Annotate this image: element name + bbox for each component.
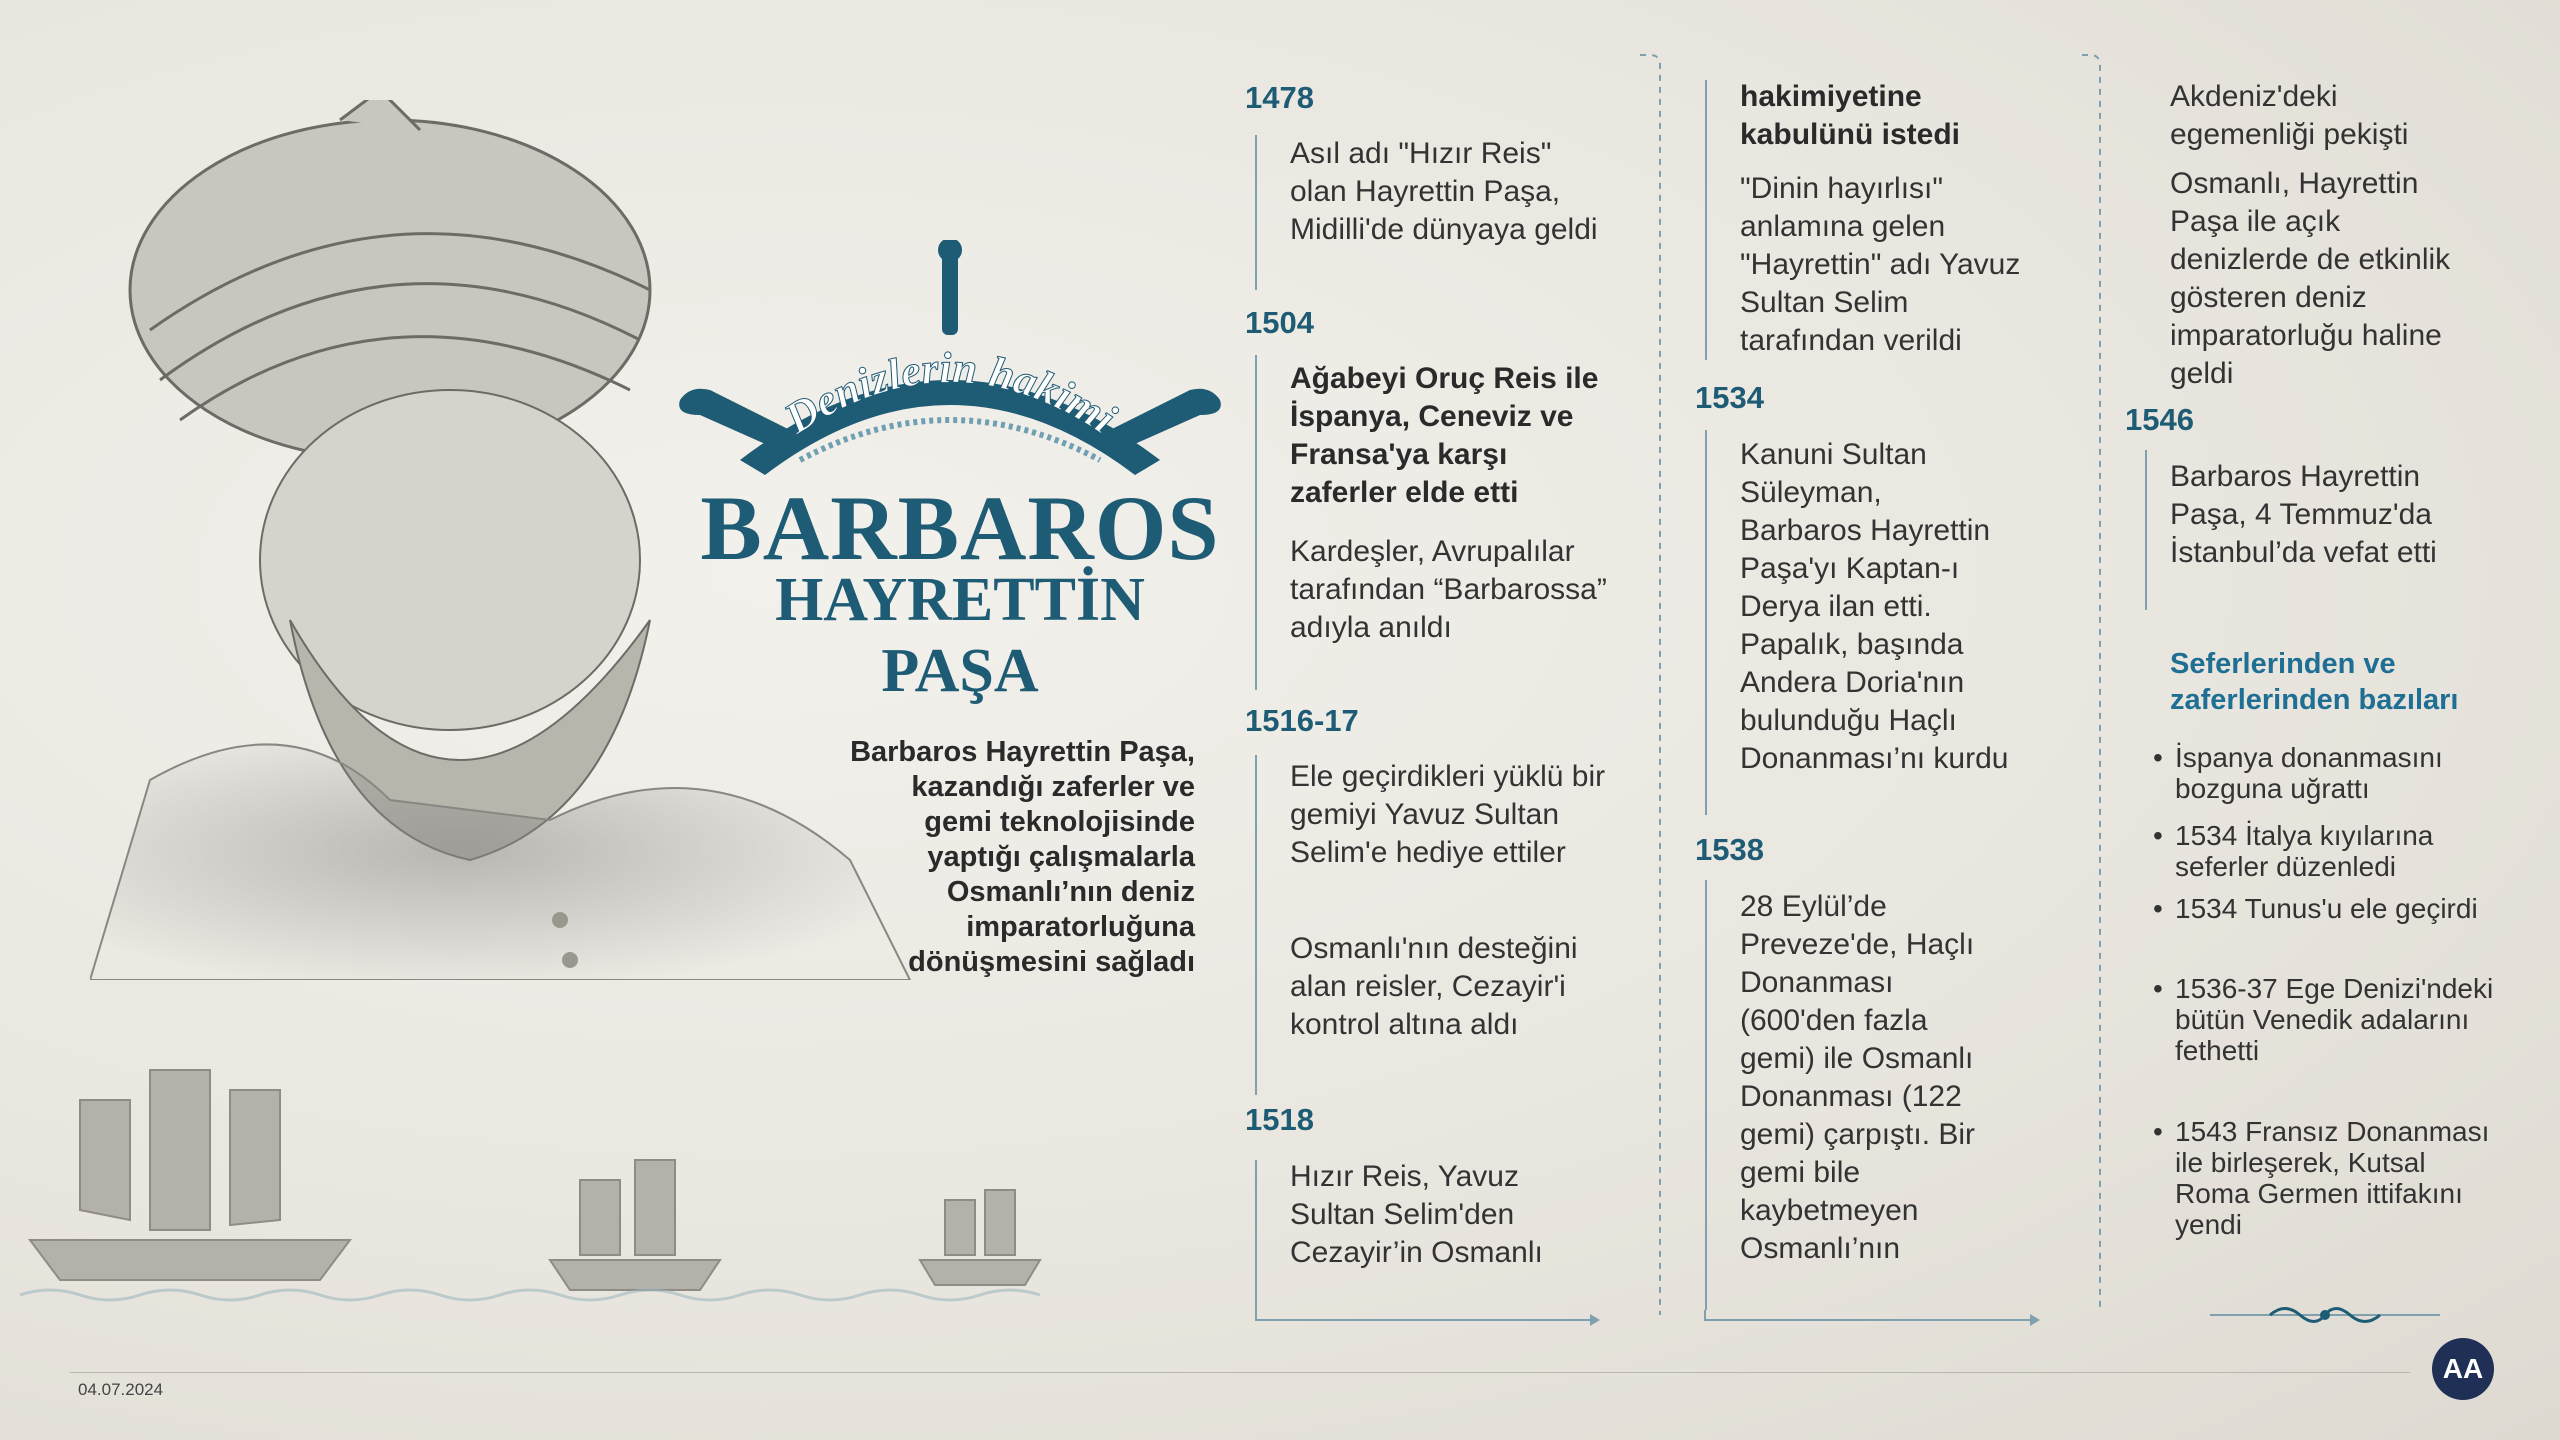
campaign-item: • 1536-37 Ege Denizi'ndeki bütün Venedik adalarını fethetti [2175, 973, 2495, 1066]
campaign-item: • 1534 Tunus'u ele geçirdi [2175, 893, 2495, 924]
entry-1518-b: hakimiyetine kabulünü istedi [1740, 80, 1961, 151]
entry-1504-b: Kardeşler, Avrupalılar tarafından “Barbarossa” adıyla anıldı [1290, 535, 1607, 644]
campaigns-heading: Seferlerinden ve zaferlerinden bazıları [2170, 648, 2459, 716]
year-1534: 1534 [1695, 380, 1764, 415]
entry-1518-c: "Dinin hayırlısı" anlamına gelen "Hayrettin" adı Yavuz Sultan Selim tarafından verildi [1740, 172, 2021, 357]
aa-logo-text: AA [2442, 1353, 2484, 1384]
entry-1538-a: 28 Eylül’de Preveze'de, Haçlı Donanması (600'den fazla gemi) ile Osmanlı Donanması (122 gemi) çarpıştı. Bir gemi bile kaybetmeyen Osmanlı’nın [1740, 890, 1976, 1265]
entry-1534: Kanuni Sultan Süleyman, Barbaros Hayrettin Paşa'yı Kaptan-ı Derya ilan etti. Papalık, başında Andera Doria'nın bulunduğu Haçlı Donanması’nı kurdu [1740, 438, 2009, 775]
entry-1546: Barbaros Hayrettin Paşa, 4 Temmuz'da İstanbul’da vefat etti [2170, 460, 2437, 569]
aa-logo [2432, 1338, 2494, 1400]
entry-1538-b: Akdeniz'deki egemenliği pekişti [2170, 80, 2409, 151]
summary-text: Barbaros Hayrettin Paşa, kazandığı zaferler ve gemi teknolojisinde yaptığı çalışmalarla Osmanlı’nın deniz imparatorluğuna dönüşmesini sağladı [850, 736, 1195, 978]
entry-1516-a: Ele geçirdikleri yüklü bir gemiyi Yavuz Sultan Selim'e hediye ettiler [1290, 760, 1606, 869]
year-1478: 1478 [1245, 80, 1314, 115]
year-1538: 1538 [1695, 832, 1764, 867]
year-1504: 1504 [1245, 305, 1314, 340]
publish-date: 04.07.2024 [78, 1380, 164, 1399]
entry-1538-c: Osmanlı, Hayrettin Paşa ile açık denizlerde de etkinlik gösteren deniz imparatorluğu haline geldi [2170, 167, 2451, 390]
sailing-ships-illustration [20, 1010, 1080, 1310]
entry-1516-b: Osmanlı'nın desteğini alan reisler, Cezayir'i kontrol altına aldı [1290, 932, 1578, 1041]
footer-divider [70, 1372, 2410, 1373]
entry-1504-a: Ağabeyi Oruç Reis ile İspanya, Ceneviz ve Fransa'ya karşı zaferler elde etti [1290, 362, 1599, 509]
year-1518: 1518 [1245, 1102, 1314, 1137]
title-arc-text: Denizlerin hakimi [775, 343, 1125, 444]
year-1546: 1546 [2125, 402, 2194, 437]
year-1516-17: 1516-17 [1245, 703, 1359, 738]
campaign-item: • 1534 İtalya kıyılarına seferler düzenledi [2175, 820, 2495, 882]
ornament-divider [2265, 1300, 2385, 1330]
campaign-item: • İspanya donanmasını bozguna uğrattı [2175, 742, 2495, 804]
title-line-1: BARBAROS [700, 477, 1220, 579]
campaign-item: • 1543 Fransız Donanması ile birleşerek, Kutsal Roma Germen ittifakını yendi [2175, 1116, 2495, 1240]
entry-1478: Asıl adı "Hızır Reis" olan Hayrettin Paşa, Midilli'de dünyaya geldi [1290, 137, 1598, 246]
entry-1518-a: Hızır Reis, Yavuz Sultan Selim'den Cezayir’in Osmanlı [1290, 1160, 1543, 1269]
title-line-2: HAYRETTİN PAŞA [775, 566, 1145, 705]
